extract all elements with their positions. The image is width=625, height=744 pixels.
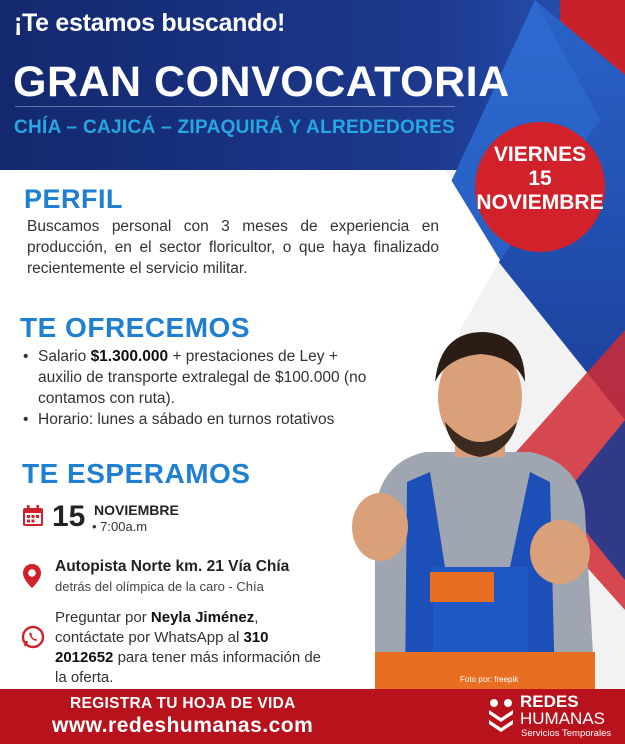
event-month: NOVIEMBRE xyxy=(94,502,179,518)
contact-prefix: Preguntar por xyxy=(55,609,151,626)
contact-mid: , contáctate por WhatsApp al xyxy=(55,609,259,646)
contact-info xyxy=(55,608,330,688)
title-divider xyxy=(15,106,455,107)
date-badge-weekday: VIERNES xyxy=(493,143,587,166)
photo-credit: Foto por: freepik xyxy=(460,675,519,684)
contact-phone: 310 2012652 xyxy=(55,629,269,666)
date-badge xyxy=(475,122,605,252)
redes-humanas-logo-icon xyxy=(486,696,516,736)
locations-subtitle: CHÍA – CAJICÁ – ZIPAQUIRÁ Y ALREDEDORES xyxy=(14,117,456,138)
ofrecemos-heading: TE OFRECEMOS xyxy=(20,312,251,343)
whatsapp-icon xyxy=(21,625,45,649)
tagline: ¡Te estamos buscando! xyxy=(14,9,286,37)
event-address: Autopista Norte km. 21 Vía Chía xyxy=(55,558,290,575)
page-title: GRAN CONVOCATORIA xyxy=(13,58,510,106)
salary-amount: $1.300.000 xyxy=(90,348,169,365)
contact-suffix: para tener más información de la oferta. xyxy=(55,649,322,686)
website-link[interactable]: www.redeshumanas.com xyxy=(52,714,314,737)
logo-subtitle: Servicios Temporales xyxy=(521,728,612,739)
list-item: • Horario: lunes a sábado en turnos rotativos xyxy=(22,409,382,430)
event-time: • 7:00a.m xyxy=(92,519,148,534)
benefits-list xyxy=(22,346,382,430)
esperamos-heading: TE ESPERAMOS xyxy=(22,458,251,489)
address-detail: detrás del olímpica de la caro - Chía xyxy=(55,579,264,594)
perfil-heading: PERFIL xyxy=(24,184,124,214)
footer-cta: REGISTRA TU HOJA DE VIDA xyxy=(70,695,296,712)
location-pin-icon xyxy=(22,563,42,589)
perfil-description: Buscamos personal con 3 meses de experiencia en producción, en el sector floricultor, o que haya finalizado recientemente el servicio militar. xyxy=(27,218,439,277)
date-badge-day: 15 xyxy=(528,167,552,190)
logo-name-line2: HUMANAS xyxy=(520,709,606,728)
salary-details: + prestaciones de Ley + auxilio de transporte extralegal de $100.000 (no contamos con ruta). xyxy=(38,348,367,407)
salary-prefix: Salario xyxy=(38,348,91,365)
logo-name-line1: REDES xyxy=(520,692,579,711)
calendar-icon xyxy=(22,505,44,527)
date-badge-month: NOVIEMBRE xyxy=(476,191,604,214)
list-item xyxy=(22,346,382,409)
contact-name: Neyla Jiménez xyxy=(150,609,255,626)
event-day: 15 xyxy=(52,500,86,533)
